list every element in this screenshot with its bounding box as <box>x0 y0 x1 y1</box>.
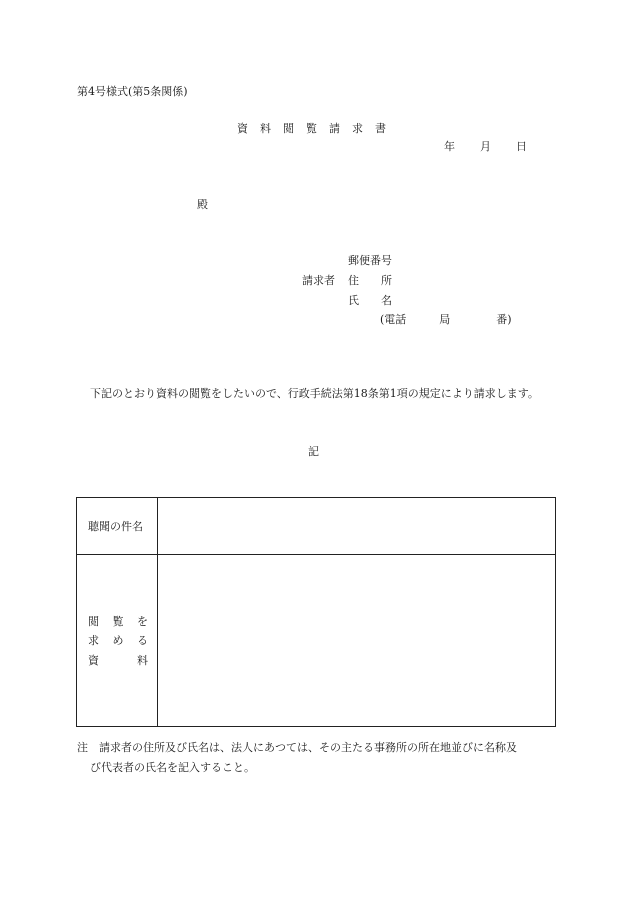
hearing-subject-label: 聴聞の件名 <box>88 520 143 533</box>
title-char: 書 <box>375 122 386 135</box>
name-label: 氏 名 <box>348 294 392 307</box>
postal-code-label: 郵便番号 <box>348 254 392 267</box>
title-char: 求 <box>352 122 363 135</box>
table-char: を <box>137 615 148 628</box>
table-char: め <box>112 634 124 647</box>
title-char: 請 <box>329 122 340 135</box>
table-char: 覧 <box>112 615 124 628</box>
form-number: 第4号様式(第5条関係) <box>77 85 188 98</box>
requested-materials-label-line <box>88 655 148 666</box>
hearing-subject-input-cell[interactable] <box>158 498 555 554</box>
note-line-2: び代表者の氏名を記入すること。 <box>90 761 255 774</box>
note-line-1: 注 請求者の住所及び氏名は、法人にあつては、その主たる事務所の所在地並びに名称及 <box>77 741 517 754</box>
requester-label: 請求者 <box>302 274 335 287</box>
title-char: 資 <box>237 122 248 135</box>
requested-materials-label-line <box>88 635 148 646</box>
requested-materials-input-cell[interactable] <box>158 555 555 726</box>
phone-number: 番) <box>496 313 512 326</box>
address-label: 住 所 <box>348 274 392 287</box>
date-year: 年 <box>444 140 455 153</box>
document-title <box>237 123 398 134</box>
table-char: 求 <box>88 634 99 647</box>
date-month: 月 <box>480 140 491 153</box>
phone-open: (電話 <box>380 313 407 326</box>
phone-bureau: 局 <box>439 313 451 326</box>
title-char: 料 <box>260 122 271 135</box>
addressee-suffix: 殿 <box>197 198 208 211</box>
request-table <box>76 497 556 727</box>
date-line <box>444 141 527 152</box>
title-char: 覧 <box>306 122 317 135</box>
requested-materials-label-line <box>88 616 148 627</box>
request-body-text: 下記のとおり資料の閲覧をしたいので、行政手続法第18条第1項の規定により請求します。 <box>90 387 539 400</box>
table-char: 資 <box>88 654 99 667</box>
date-day: 日 <box>516 140 527 153</box>
ki-heading: 記 <box>308 445 319 458</box>
table-char: 閲 <box>88 615 99 628</box>
table-char: 料 <box>137 654 148 667</box>
table-char: る <box>137 634 148 647</box>
title-char: 閲 <box>283 122 294 135</box>
phone-line <box>380 314 512 325</box>
